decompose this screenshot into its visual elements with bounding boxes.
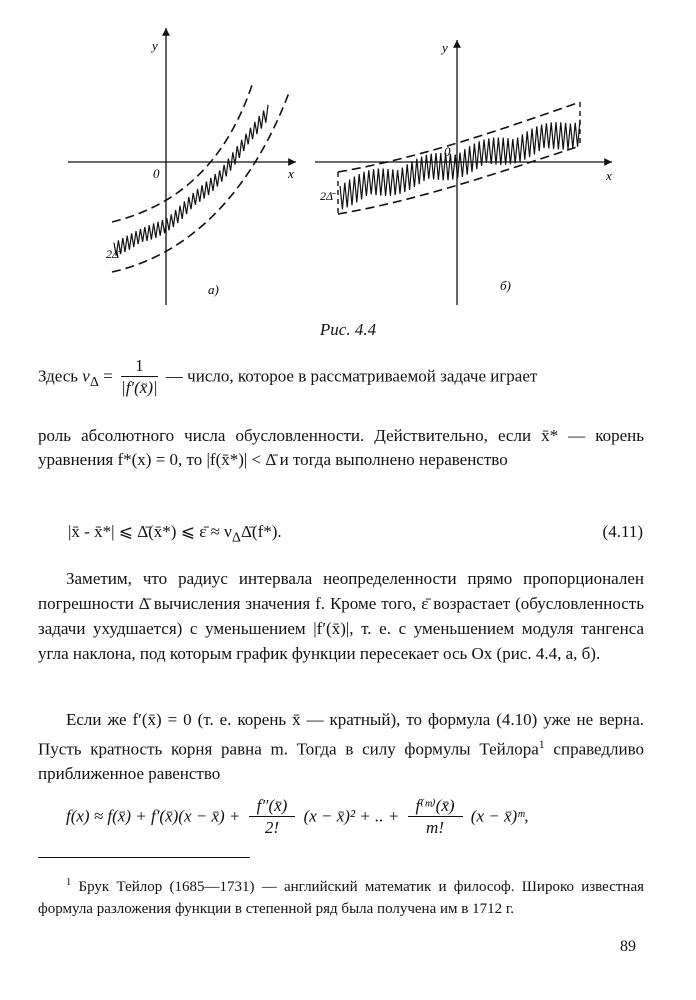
nu-fraction-numerator: 1	[121, 356, 158, 377]
nu-fraction-denominator: |f′(x̄)|	[121, 378, 158, 397]
taylor-mid: (x − x̄)² + .. +	[303, 806, 400, 826]
panel-a-y-label: y	[152, 38, 158, 53]
p4-tail: справедливо приближенное равенство	[38, 739, 645, 783]
footnote-mark: 1	[66, 877, 72, 888]
equation-4-11-sub: Δ	[231, 529, 241, 546]
footnote-ref: 1	[538, 737, 545, 751]
panel-a-noisy-curve	[114, 105, 268, 256]
nu-subscript: Δ	[89, 373, 99, 390]
p1-tail: — число, которое в рассматриваемой задаче играет	[165, 366, 538, 386]
taylor-fraction-2	[408, 796, 463, 839]
taylor-fraction-1	[249, 796, 296, 839]
taylor-left: f(x) ≈ f(x̄) + f′(x̄)(x − x̄) +	[66, 806, 241, 826]
panel-a-label: а)	[208, 282, 219, 297]
nu-fraction	[121, 356, 158, 399]
panel-a-band-upper	[112, 85, 252, 222]
footnote-text: Брук Тейлор (1685—1731) — английский математик и философ. Широко известная формула разложения функции в степенной ряд была получена им в 1712 г.	[38, 879, 645, 917]
paragraph-1	[38, 356, 644, 399]
taylor-right: (x − x̄)ᵐ,	[470, 806, 529, 826]
p1-equals: =	[103, 366, 113, 386]
panel-b-band-label: 2Δ̄	[320, 189, 334, 203]
equation-4-11-tail: Δ̄(f*).	[240, 522, 282, 541]
footnote	[38, 872, 644, 920]
paragraph-4	[38, 708, 644, 786]
p1-lead: Здесь	[38, 366, 79, 386]
panel-b-noisy-curve	[340, 120, 580, 210]
panel-b-x-label: x	[606, 168, 612, 183]
taylor-fraction-2-num: f⁽ᵐ⁾(x̄)	[408, 796, 463, 817]
figure-4-4	[0, 0, 696, 345]
paragraph-3: Заметим, что радиус интервала неопределенности прямо пропорционален погрешности Δ̄ вычисления значения f. Кроме того, ε̄ возрастает (обусловленность задачи ухудшается) с уменьшением |f′(x̄)|, т. е. с уменьшением модуля тангенса угла наклона, под которым график функции пересекает ось Ox (рис. 4.4, а, б).	[38, 569, 644, 663]
paragraph-2: роль абсолютного числа обусловленности. Действительно, если x̄* — корень уравнения f*(x) = 0, то |f(x̄*)| < Δ̄ и тогда выполнено неравенство	[38, 426, 644, 469]
figure-caption: Рис. 4.4	[319, 320, 377, 339]
taylor-formula	[66, 796, 641, 839]
taylor-fraction-1-den: 2!	[264, 818, 280, 837]
panel-a-x-label: x	[288, 166, 294, 181]
panel-a-origin-label: 0	[153, 166, 160, 181]
panel-b-y-label: y	[442, 40, 448, 55]
equation-4-11	[68, 522, 643, 546]
equation-4-11-number: (4.11)	[602, 522, 643, 541]
panel-a	[68, 28, 296, 305]
panel-b	[315, 40, 612, 305]
panel-a-band-label: 2Δ̄	[106, 247, 120, 261]
page-number: 89	[620, 938, 636, 955]
p4-body: Если же f′(x̄) = 0 (т. е. корень x̄ — кратный), то формула (4.10) уже не верна. Пусть кратность корня равна m. Тогда в силу формулы Тейлора	[38, 710, 644, 759]
taylor-fraction-1-num: f″(x̄)	[249, 796, 296, 817]
nu-symbol: ν	[82, 366, 90, 386]
panel-b-origin-label: 0	[444, 144, 451, 159]
equation-4-11-body: |x̄ - x̄*| ⩽ Δ̄(x̄*) ⩽ ε̄ ≈ ν	[68, 522, 232, 541]
footnote-separator	[38, 857, 250, 858]
panel-b-label: б)	[500, 278, 511, 293]
taylor-fraction-2-den: m!	[426, 818, 444, 837]
